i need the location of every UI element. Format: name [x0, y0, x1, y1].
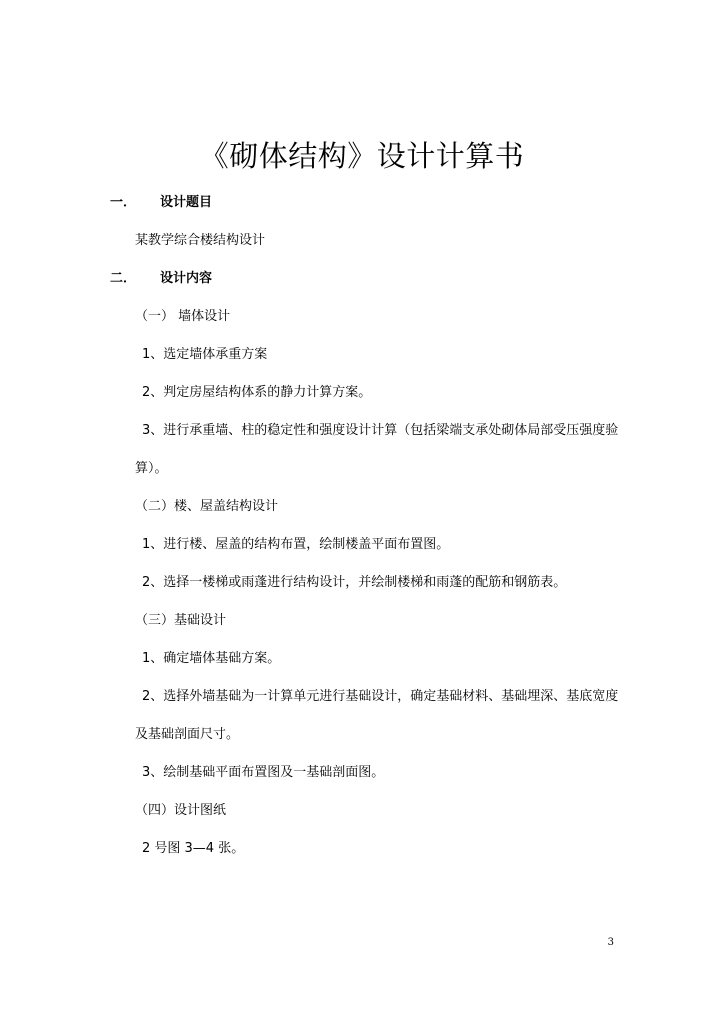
section-2-heading: 设计内容	[160, 271, 213, 286]
content-line: 算）。	[135, 461, 168, 476]
content-line: 2 号图 3—4 张。	[142, 841, 245, 856]
subsection-drawings: （四）设计图纸	[135, 803, 227, 818]
section-1-number: 一．	[110, 195, 137, 210]
section-2-number: 二．	[110, 271, 137, 286]
subsection-floor-roof-design: （二）楼、屋盖结构设计	[135, 499, 279, 514]
section-1-line-1: 某教学综合楼结构设计	[135, 233, 266, 248]
content-line: 2、选择一楼梯或雨蓬进行结构设计，并绘制楼梯和雨蓬的配筋和钢筋表。	[142, 575, 567, 590]
section-1-heading: 设计题目	[160, 195, 213, 210]
document-title: 《砌体结构》设计计算书	[199, 139, 525, 173]
content-line: 3、绘制基础平面布置图及一基础剖面图。	[142, 765, 385, 780]
content-line: 1、进行楼、屋盖的结构布置，绘制楼盖平面布置图。	[142, 537, 450, 552]
content-line: 1、选定墙体承重方案	[142, 347, 268, 362]
content-line: 及基础剖面尺寸。	[135, 727, 240, 742]
subsection-wall-design: （一） 墙体设计	[135, 309, 231, 324]
content-line: 2、判定房屋结构体系的静力计算方案。	[142, 385, 372, 400]
page-number: 3	[607, 937, 614, 948]
content-line: 2、选择外墙基础为一计算单元进行基础设计，确定基础材料、基础埋深、基底宽度	[142, 689, 619, 704]
content-line: 3、进行承重墙、柱的稳定性和强度设计计算（包括梁端支承处砌体局部受压强度验	[142, 423, 619, 438]
content-line: 1、确定墙体基础方案。	[142, 651, 281, 666]
subsection-foundation-design: （三）基础设计	[135, 613, 227, 628]
